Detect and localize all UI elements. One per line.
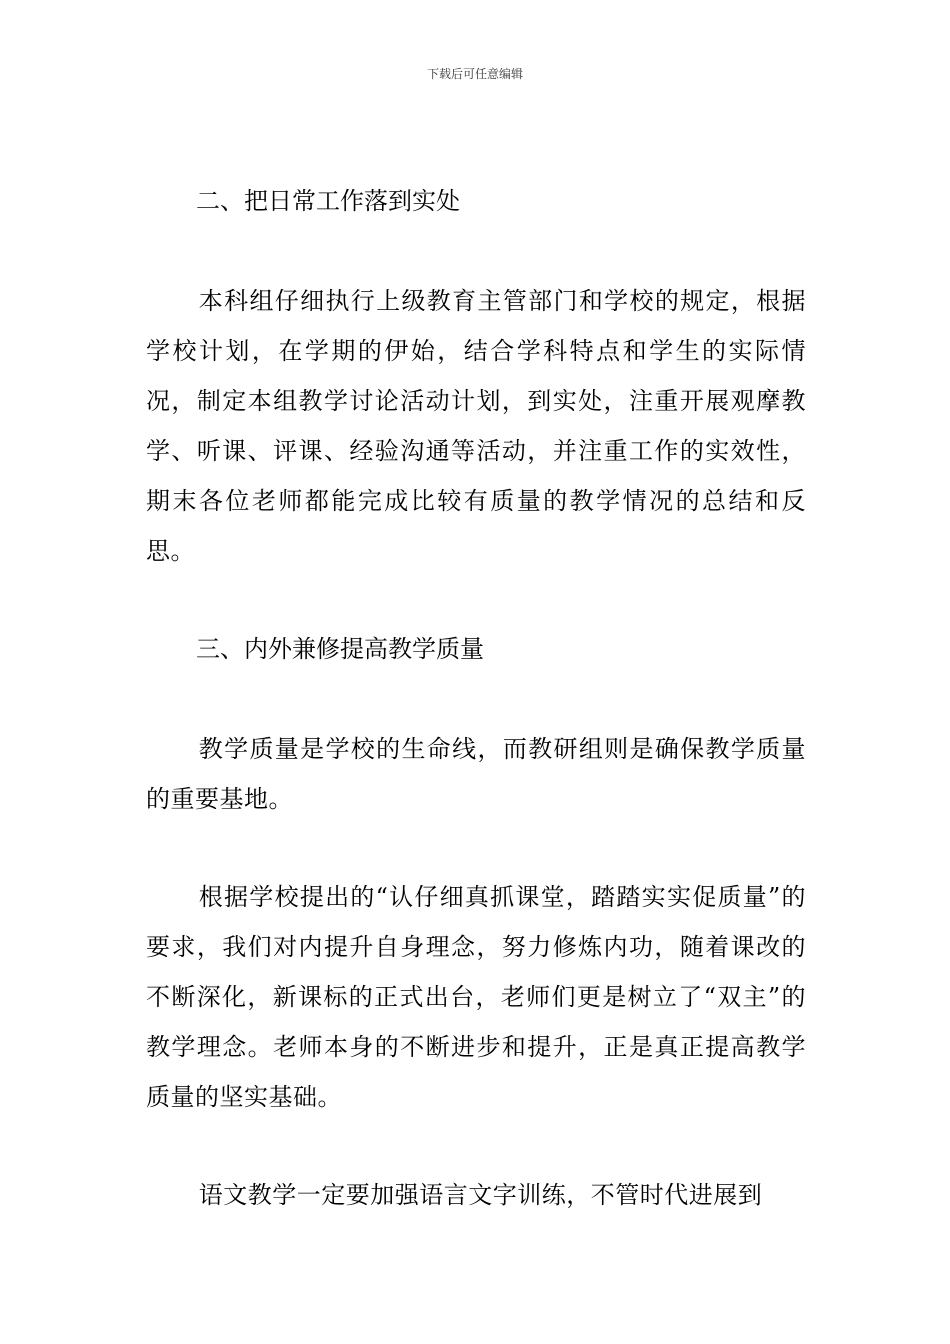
section-heading-2: 二、把日常工作落到实处 [196,187,460,215]
document-body [146,176,806,1220]
paragraph-school-requirements: 根据学校提出的“认仔细真抓课堂，踏踏实实促质量”的要求，我们对内提升自身理念，努力修炼内功，随着课改的不断深化，新课标的正式出台，老师们更是树立了“双主”的教学理念。老师本身的不断进步和提升，正是真正提高教学质量的坚实基础。 [146,883,806,1111]
paragraph-language-teaching: 语文教学一定要加强语言文字训练，不管时代进展到 [198,1181,763,1209]
paragraph-work-practice: 本科组仔细执行上级教育主管部门和学校的规定，根据学校计划，在学期的伊始，结合学科特点和学生的实际情况，制定本组教学讨论活动计划，到实处，注重开展观摩教学、听课、评课、经验沟通等活动，并注重工作的实效性，期末各位老师都能完成比较有质量的教学情况的总结和反思。 [146,287,806,565]
section-heading-3: 三、内外兼修提高教学质量 [196,635,484,663]
paragraph-quality-lifeline: 教学质量是学校的生命线，而教研组则是确保教学质量的重要基地。 [146,735,806,813]
page-header: 下载后可任意编辑 [426,67,523,81]
